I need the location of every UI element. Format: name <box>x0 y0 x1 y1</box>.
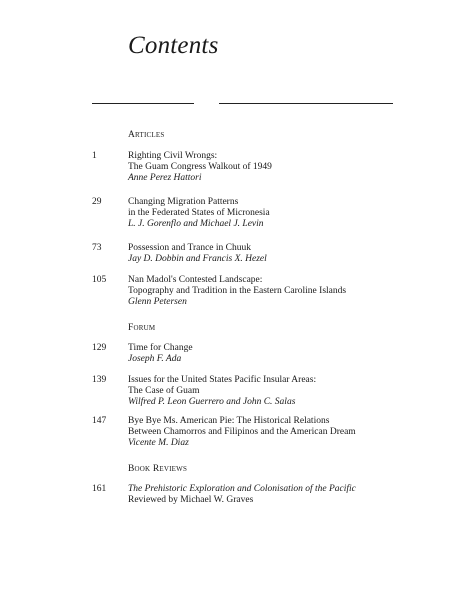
title-rule-right <box>219 103 393 104</box>
entry-title-line: The Case of Guam <box>128 386 200 396</box>
entry-body <box>128 375 428 408</box>
entry-title-line: Time for Change <box>128 343 193 353</box>
entry-author: Wilfred P. Leon Guerrero and John C. Salas <box>128 397 296 407</box>
entry-body <box>128 197 428 230</box>
entry-title-line: The Prehistoric Exploration and Colonisation of the Pacific <box>128 484 356 494</box>
entry-body <box>128 243 428 265</box>
entry-body <box>128 343 428 365</box>
entry-title-line: Righting Civil Wrongs: <box>128 151 218 161</box>
entry-title-line: Issues for the United States Pacific Insular Areas: <box>128 375 317 385</box>
page-number: 129 <box>92 343 107 353</box>
entry-body <box>128 416 428 449</box>
section-heading-book-reviews: Book Reviews <box>128 464 188 474</box>
section-heading-forum: Forum <box>128 323 156 333</box>
page-number: 139 <box>92 375 107 385</box>
entry-author: Anne Perez Hattori <box>128 173 202 183</box>
entry-title-line: Between Chamorros and Filipinos and the American Dream <box>128 427 356 437</box>
entry-author: L. J. Gorenflo and Michael J. Levin <box>128 219 264 229</box>
section-heading-articles: Articles <box>128 130 165 140</box>
entry-title-line: Bye Bye Ms. American Pie: The Historical Relations <box>128 416 330 426</box>
entry-author: Jay D. Dobbin and Francis X. Hezel <box>128 254 267 264</box>
entry-title-line: in the Federated States of Micronesia <box>128 208 270 218</box>
entry-title-line: Nan Madol's Contested Landscape: <box>128 275 263 285</box>
page-number: 73 <box>92 243 102 253</box>
page-number: 147 <box>92 416 107 426</box>
entry-author: Joseph F. Ada <box>128 354 182 364</box>
page-number: 105 <box>92 275 107 285</box>
entry-body <box>128 275 428 308</box>
entry-body <box>128 484 428 506</box>
page-number: 29 <box>92 197 102 207</box>
entry-reviewer: Reviewed by Michael W. Graves <box>128 495 254 505</box>
entry-author: Glenn Petersen <box>128 297 187 307</box>
entry-title-line: Possession and Trance in Chuuk <box>128 243 251 253</box>
page-title: Contents <box>128 32 219 59</box>
entry-author: Vicente M. Diaz <box>128 438 189 448</box>
page-number: 161 <box>92 484 107 494</box>
page-number: 1 <box>92 151 97 161</box>
entry-title-line: Changing Migration Patterns <box>128 197 239 207</box>
entry-title-line: The Guam Congress Walkout of 1949 <box>128 162 272 172</box>
title-rule-left <box>92 103 194 104</box>
entry-title-line: Topography and Tradition in the Eastern Caroline Islands <box>128 286 347 296</box>
entry-body <box>128 151 428 184</box>
